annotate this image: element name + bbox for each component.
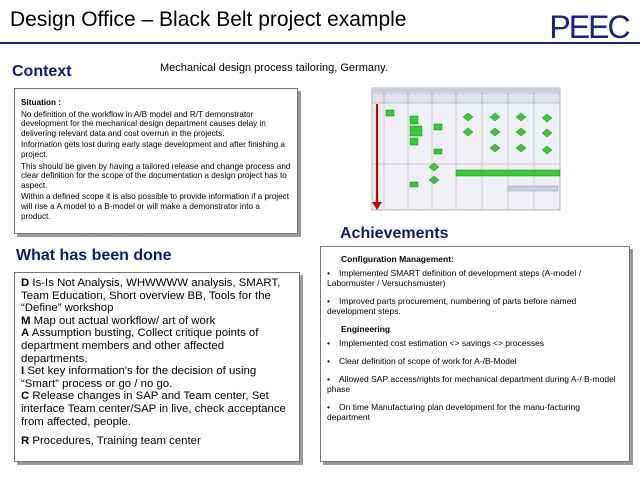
- diagram-long-bar: [456, 170, 560, 176]
- dmaic-letter: C: [21, 390, 30, 403]
- dmaic-letter: M: [21, 314, 31, 327]
- dmaic-item-c: [21, 390, 293, 428]
- peec-logo: [548, 8, 630, 42]
- dmaic-item-m: [21, 315, 293, 328]
- dmaic-letter: A: [21, 327, 30, 340]
- dmaic-item-r: [21, 435, 293, 448]
- dmaic-text: Release changes in SAP and Team center, Set interface Team center/SAP in live, check acceptance from affected, people.: [21, 390, 286, 428]
- achievements-box: [320, 246, 630, 462]
- bullet-icon: •: [327, 338, 330, 348]
- list-item: [327, 296, 623, 316]
- situation-paragraph: No definition of the workflow in A/B model and R/T demonstrator development for the mechanical design department causes delay in delivering relevant data and cost overrun in the projects.: [21, 109, 266, 138]
- list-item: [327, 268, 623, 288]
- list-item-text: Allowed SAP access/rights for mechanical department during A-/ B-model phase: [327, 374, 616, 394]
- dmaic-item-i: [21, 365, 293, 390]
- diagram-frame: [372, 88, 560, 210]
- list-item: [327, 338, 623, 348]
- list-item-text: Implemented cost estimation <> savings <> processes: [339, 338, 545, 348]
- title-divider: [0, 42, 640, 44]
- dmaic-letter: D: [21, 277, 30, 289]
- context-heading: Context: [12, 63, 72, 80]
- process-map-diagram: [368, 86, 568, 216]
- dmaic-letter: R: [21, 435, 30, 448]
- list-item: [327, 356, 623, 366]
- list-item: [327, 374, 623, 394]
- dmaic-item-d: [21, 277, 293, 315]
- dmaic-text: Is-Is Not Analysis, WHWWWW analysis, SMART, Team Education, Short overview BB, Tools for the “Define” workshop: [21, 277, 281, 315]
- done-heading: What has been done: [16, 247, 172, 264]
- situation-label: Situation :: [21, 98, 62, 107]
- situation-box: [14, 88, 298, 234]
- list-item: [327, 402, 623, 422]
- dmaic-text: Assumption busting, Collect critique points of department members and other affected departments.: [21, 327, 259, 365]
- dmaic-text: Procedures, Training team center: [29, 435, 201, 448]
- situation-paragraph: Information gets lost during early stage development and after finishing a project.: [21, 140, 285, 159]
- dmaic-item-a: [21, 327, 293, 365]
- achievements-subheading: Engineering: [341, 324, 391, 334]
- context-subtitle: Mechanical design process tailoring, Germany.: [160, 62, 388, 74]
- diagram-note-bar: [508, 186, 558, 191]
- situation-paragraph: This should be given by having a tailored release and change process and clear definition for the scope of the documentation a design project has to aspect.: [21, 161, 291, 190]
- slide-title: Design Office – Black Belt project example: [10, 8, 407, 31]
- bullet-icon: •: [327, 356, 330, 366]
- bullet-icon: •: [327, 296, 330, 306]
- diagram-lane-headers: [372, 93, 560, 103]
- situation-paragraph: Within a defined scope it is also possible to provide information if a project will rise a A model to a B-model or will make a demonstrator into a product.: [21, 192, 290, 221]
- list-item-text: Improved parts procurement, numbering of parts before named development steps.: [327, 296, 577, 316]
- achievements-heading: Achievements: [340, 225, 449, 242]
- dmaic-text: Map out actual workflow/ art of work: [30, 314, 216, 327]
- dmaic-letter: I: [21, 365, 25, 378]
- dmaic-text: Set key information's for the decision of using “Smart” process or go / no go.: [21, 365, 257, 390]
- list-item-text: Implemented SMART definition of development steps (A-model / Labormuster / Versuchsmuster): [327, 268, 582, 288]
- achievements-subheading: Configuration Management:: [341, 254, 454, 264]
- done-box: [14, 272, 300, 462]
- bullet-icon: •: [327, 402, 330, 412]
- logo-text: PEEC: [549, 9, 629, 42]
- list-item-text: Clear definition of scope of work for A-/B-Model: [339, 356, 517, 366]
- bullet-icon: •: [327, 268, 330, 278]
- bullet-icon: •: [327, 374, 330, 384]
- diagram-caption-bar: [372, 88, 560, 92]
- list-item-text: On time Manufacturing plan development for the manu-facturing department: [327, 402, 580, 422]
